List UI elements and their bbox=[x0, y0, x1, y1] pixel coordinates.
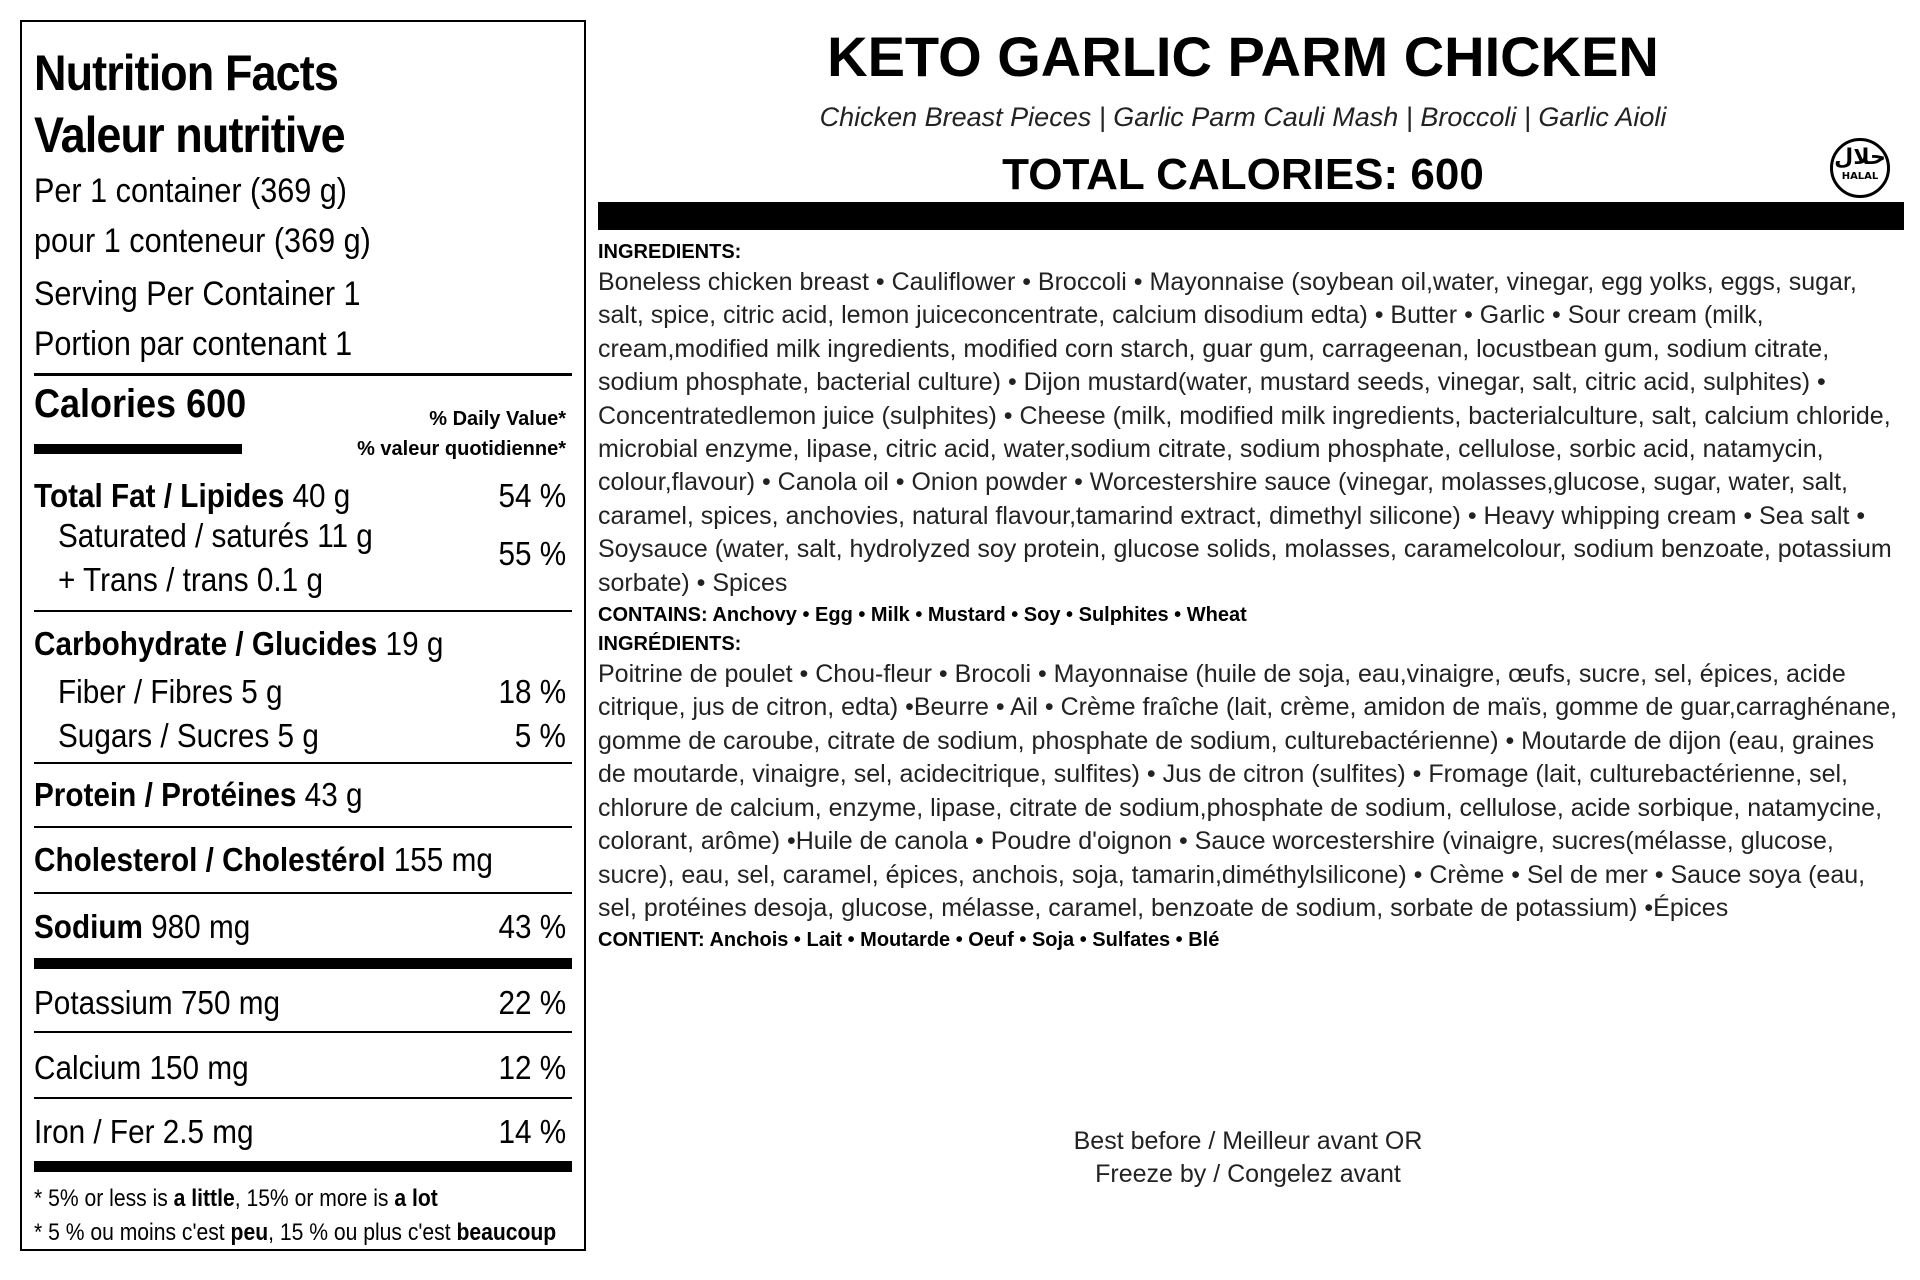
best-before-line2: Freeze by / Congelez avant bbox=[1095, 1160, 1401, 1188]
sodium-amount: 980 mg bbox=[142, 908, 251, 945]
cholesterol-label: Cholesterol / Cholestérol bbox=[34, 841, 386, 878]
trans-fat-label: + Trans / trans 0.1 g bbox=[58, 561, 323, 598]
fiber-pct: 18 % bbox=[498, 673, 566, 710]
total-fat-label: Total Fat / Lipides bbox=[34, 477, 285, 514]
cholesterol-amount: 155 mg bbox=[385, 841, 493, 878]
footnote-fr: * 5 % ou moins c'est peu, 15 % ou plus c'est beaucoup bbox=[34, 1219, 557, 1246]
sugars-row bbox=[34, 714, 572, 762]
fat-group bbox=[34, 470, 572, 610]
footnote-en: * 5% or less is a little, 15% or more is a lot bbox=[34, 1185, 438, 1212]
calories-bar bbox=[34, 444, 242, 454]
product-info bbox=[598, 0, 1908, 1188]
calories-value: Calories 600 bbox=[34, 382, 247, 426]
carbohydrate-row bbox=[34, 618, 572, 670]
saturated-fat-label: Saturated / saturés 11 g bbox=[58, 517, 373, 554]
potassium-label: Potassium 750 mg bbox=[34, 984, 280, 1021]
ingredients-heading-fr: INGRÉDIENTS: bbox=[598, 633, 742, 656]
protein-amount: 43 g bbox=[296, 776, 363, 813]
product-subtitle: Chicken Breast Pieces | Garlic Parm Cauli Mash | Broccoli | Garlic Aioli bbox=[819, 102, 1667, 132]
servings-per-container-fr: Portion par contenant 1 bbox=[34, 325, 353, 363]
serving-size-fr: pour 1 conteneur (369 g) bbox=[34, 222, 371, 260]
nutrition-title-en: Nutrition Facts bbox=[34, 45, 339, 101]
calcium-pct: 12 % bbox=[498, 1049, 566, 1086]
sodium-pct: 43 % bbox=[498, 908, 566, 945]
daily-value-fr: % valeur quotidienne* bbox=[357, 438, 566, 460]
potassium-pct: 22 % bbox=[498, 984, 566, 1021]
calcium-row bbox=[34, 1033, 572, 1097]
sugars-pct: 5 % bbox=[514, 717, 566, 754]
daily-value-header bbox=[357, 404, 566, 464]
carbohydrate-label: Carbohydrate / Glucides bbox=[34, 625, 378, 662]
ingredients-text-en: Boneless chicken breast • Cauliflower • Broccoli • Mayonnaise (soybean oil,water, vinegar, egg yolks, eggs, sugar, salt, spice, citric acid, lemon juiceconcentrate, calcium disodium edta) • Butter • Garlic • Sour cream (milk, cream,modified milk ingredients, modified corn starch, guar gum, carrageenan, locustbean gum, sodium citrate, sodium phosphate, bacterial culture) • Dijon mustard(water, mustard seeds, vinegar, salt, citric acid, sulphites) • Concentratedlemon juice (sulphites) • Cheese (milk, modified milk ingredients, bacterialculture, salt, calcium chloride, microbial enzyme, lipase, citric acid, water,sodium citrate, sodium phosphate, cellulose, sorbic acid, natamycin, colour,flavour) • Canola oil • Onion powder • Worcestershire sauce (vinegar, molasses,glucose, sugar, water, salt, caramel, spices, anchovies, natural flavour,tamarind extract, dimethyl silicone) • Heavy whipping cream • Sea salt • Soysauce (water, salt, hydrolyzed soy protein, glucose solids, molasses, caramelcolour, sodium benzoate, potassium sorbate) • Spices bbox=[598, 268, 1892, 597]
protein-label: Protein / Protéines bbox=[34, 776, 297, 813]
total-fat-amount: 40 g bbox=[284, 477, 351, 514]
nutrition-facts-panel bbox=[20, 20, 586, 1251]
saturated-trans-pct: 55 % bbox=[498, 535, 566, 572]
halal-arabic-text: حلال bbox=[1834, 145, 1886, 170]
iron-pct: 14 % bbox=[498, 1113, 566, 1150]
protein-row bbox=[34, 764, 572, 826]
best-before-line1: Best before / Meilleur avant OR bbox=[1073, 1127, 1423, 1155]
fiber-label: Fiber / Fibres 5 g bbox=[58, 673, 283, 710]
iron-row bbox=[34, 1099, 572, 1161]
sugars-label: Sugars / Sucres 5 g bbox=[58, 717, 319, 754]
cholesterol-row bbox=[34, 828, 572, 892]
trans-fat-row bbox=[34, 554, 572, 606]
potassium-row bbox=[34, 969, 572, 1031]
nutrition-title-fr: Valeur nutritive bbox=[34, 107, 345, 163]
contains-fr: CONTIENT: Anchois • Lait • Moutarde • Oeuf • Soja • Sulfates • Blé bbox=[598, 929, 1220, 952]
halal-logo bbox=[1830, 138, 1890, 198]
ingredients-section bbox=[598, 238, 1908, 955]
halal-english-text: HALAL bbox=[1841, 171, 1879, 182]
total-calories: TOTAL CALORIES: 600 bbox=[1002, 150, 1484, 199]
serving-size-en: Per 1 container (369 g) bbox=[34, 172, 347, 210]
contains-en: CONTAINS: Anchovy • Egg • Milk • Mustard • Soy • Sulphites • Wheat bbox=[598, 604, 1247, 627]
ingredients-heading-en: INGREDIENTS: bbox=[598, 241, 742, 263]
iron-label: Iron / Fer 2.5 mg bbox=[34, 1113, 254, 1150]
header-bar bbox=[598, 202, 1904, 230]
fiber-row bbox=[34, 670, 572, 714]
total-fat-pct: 54 % bbox=[498, 477, 566, 514]
ingredients-text-fr: Poitrine de poulet • Chou-fleur • Brocoli • Mayonnaise (huile de soja, eau,vinaigre, œufs, sucre, sel, épices, acide citrique, jus de citron, edta) •Beurre • Ail • Crème fraîche (lait, crème, amidon de maïs, gomme de guar,carraghénane, gomme de caroube, citrate de sodium, phosphate de sodium, culturebactérienne) • Moutarde de dijon (eau, graines de moutarde, vinaigre, sel, acidecitrique, sulfites) • Jus de citron (sulfites) • Fromage (lait, culturebactérienne, sel, chlorure de calcium, enzyme, lipase, citrate de sodium,phosphate de sodium, cellulose, acide sorbique, natamycine, colorant, arôme) •Huile de canola • Poudre d'oignon • Sauce worcestershire (vinaigre, sucres(mélasse, glucose, sucre), eau, sel, caramel, épices, anchois, soja, tamarin,diméthylsilicone) • Crème • Sel de mer • Sauce soya (eau, sel, protéines desoja, glucose, mélasse, caramel, benzoate de sodium, sorbate de potassium) •Épices bbox=[598, 660, 1898, 922]
best-before bbox=[598, 1125, 1898, 1191]
sodium-row bbox=[34, 894, 572, 958]
divider bbox=[34, 610, 572, 612]
calcium-label: Calcium 150 mg bbox=[34, 1049, 249, 1086]
carbohydrate-amount: 19 g bbox=[377, 625, 444, 662]
product-title: KETO GARLIC PARM CHICKEN bbox=[827, 25, 1659, 88]
servings-per-container-en: Serving Per Container 1 bbox=[34, 275, 361, 313]
calories-block bbox=[34, 376, 572, 470]
sodium-label: Sodium bbox=[34, 908, 143, 945]
daily-value-en: % Daily Value* bbox=[429, 408, 566, 430]
